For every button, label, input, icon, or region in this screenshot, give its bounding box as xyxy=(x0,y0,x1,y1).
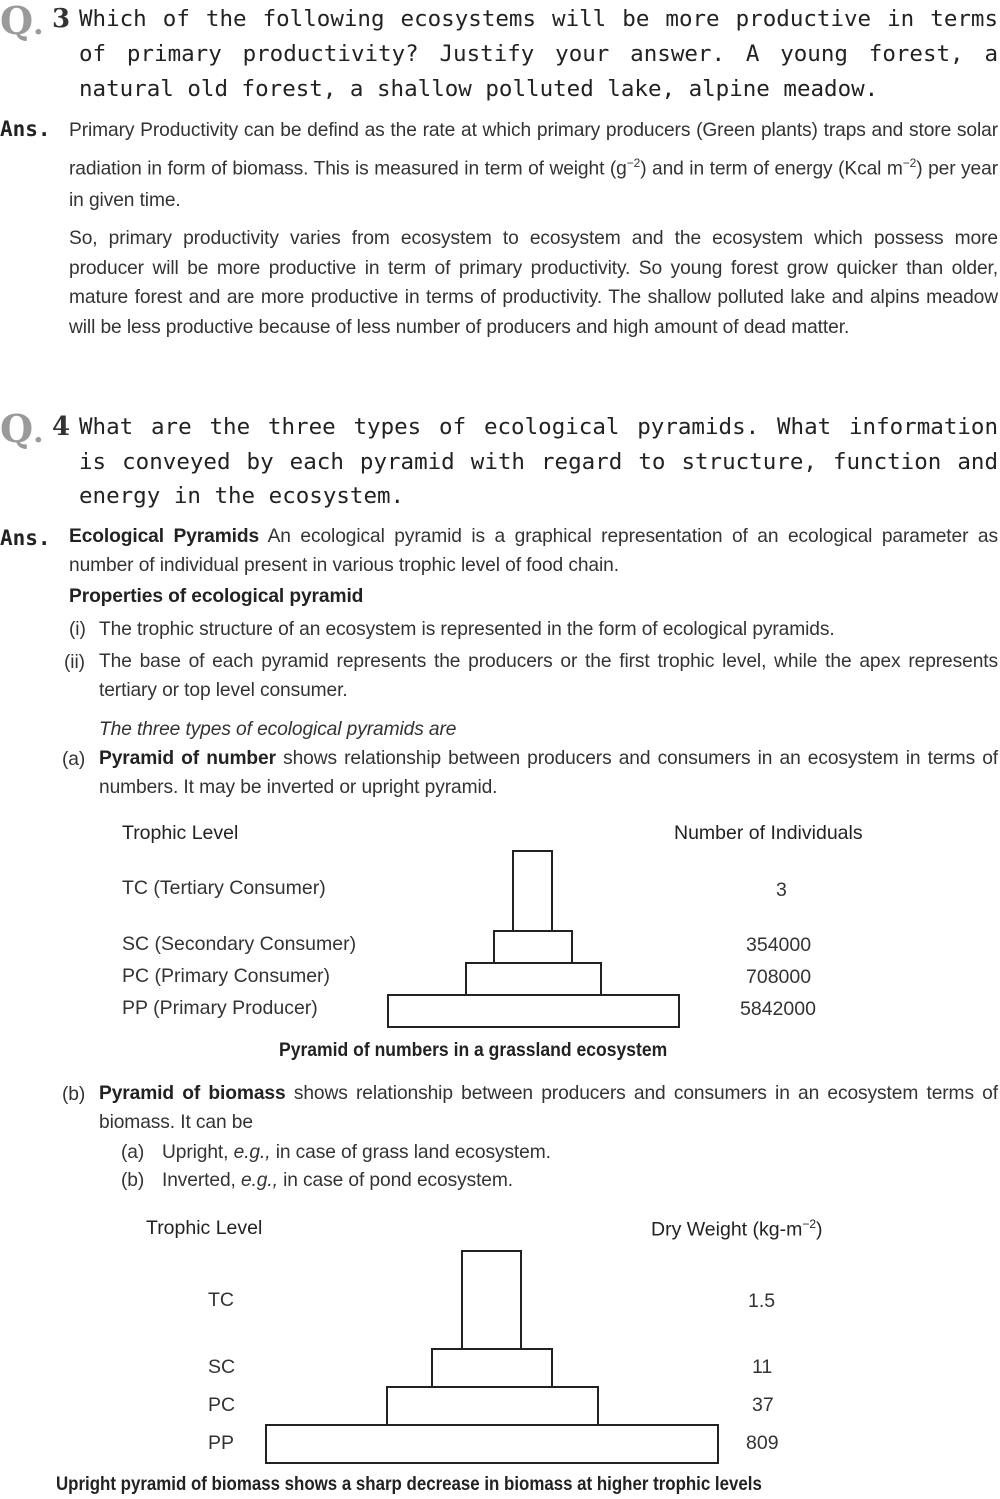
property-ii-marker: (ii) xyxy=(64,652,85,673)
q3-p1-part-a: Primary Productivity can be defind as the rate at which primary producers (Green plants) traps and store solar radiation in form of biomass. This is measured in term of weight (g xyxy=(69,120,998,180)
question-marker: Q xyxy=(0,406,34,451)
sub-item-b-part-1: Inverted, xyxy=(162,1170,241,1191)
pyramid-numbers-label-pc: PC (Primary Consumer) xyxy=(122,965,331,987)
dry-weight-label: Dry Weight (kg-m xyxy=(651,1218,803,1241)
pyramid-numbers-bar-sc xyxy=(493,930,573,964)
ecological-pyramids-term: Ecological Pyramids xyxy=(69,526,260,547)
q3-p1-sup-2: −2 xyxy=(902,156,917,170)
pyramid-biomass-value-pc: 37 xyxy=(752,1394,774,1416)
item-a-marker: (a) xyxy=(62,749,86,770)
sub-item-a-eg: e.g., xyxy=(233,1142,271,1163)
pyramid-biomass-bar-pc xyxy=(386,1386,599,1426)
pyramid-biomass-value-tc: 1.5 xyxy=(748,1290,776,1312)
q3-p1-part-c: ) per year in given time. xyxy=(69,158,998,212)
pyramid-numbers-caption: Pyramid of numbers in a grassland ecosystem xyxy=(279,1039,668,1061)
pyramid-numbers-label-tc: TC (Tertiary Consumer) xyxy=(122,877,326,899)
pyramid-of-number-desc: shows relationship between producers and consumers in an ecosystem in terms of numbers. It may be inverted or upright pyramid. xyxy=(99,748,998,798)
pyramid-numbers-value-tc: 3 xyxy=(776,879,787,901)
q4-intro xyxy=(69,523,998,580)
pyramid-biomass-label-pc: PC xyxy=(208,1394,236,1416)
question-number: 3 xyxy=(52,4,71,34)
q3-answer-label: Ans. xyxy=(0,117,51,141)
property-i-marker: (i) xyxy=(69,619,86,640)
q4-answer-label: Ans. xyxy=(0,526,51,550)
pyramid-numbers-bar-tc xyxy=(512,850,553,932)
pyramid-numbers-bar-pp xyxy=(387,994,680,1028)
pyramid-biomass-bar-pp xyxy=(265,1424,719,1464)
sub-item-a-part-1: Upright, xyxy=(162,1142,234,1163)
pyramid-biomass-bar-tc xyxy=(461,1250,522,1350)
pyramid-of-number-term: Pyramid of number xyxy=(99,748,276,769)
q3-answer-para-1 xyxy=(69,115,998,217)
pyramid-biomass-caption: Upright pyramid of biomass shows a sharp decrease in biomass at higher trophic levels xyxy=(56,1473,762,1495)
item-b-text xyxy=(99,1080,998,1137)
sub-item-b-marker: (b) xyxy=(121,1170,145,1191)
pyramid-numbers-bar-pc xyxy=(465,962,602,996)
pyramid-biomass-value-sc: 11 xyxy=(752,1356,773,1378)
pyramid-biomass-col-right xyxy=(651,1217,823,1242)
property-i-text: The trophic structure of an ecosystem is represented in the form of ecological pyramids. xyxy=(99,619,835,640)
pyramid-of-biomass-term: Pyramid of biomass xyxy=(99,1083,286,1104)
pyramid-biomass-label-pp: PP xyxy=(208,1432,235,1454)
property-ii-text: The base of each pyramid represents the producers or the first trophic level, while the apex represents tertiary or top level consumer. xyxy=(99,651,998,701)
pyramid-numbers-label-pp: PP (Primary Producer) xyxy=(122,997,318,1019)
intro-text: An ecological pyramid is a graphical representation of an ecological parameter as number of individual present in various trophic level of food chain. xyxy=(69,526,998,576)
sub-item-b-part-2: in case of pond ecosystem. xyxy=(277,1170,513,1191)
q4-heading xyxy=(0,406,80,451)
properties-heading: Properties of ecological pyramid xyxy=(69,586,364,607)
pyramid-numbers-col-left: Trophic Level xyxy=(122,822,239,844)
pyramid-of-biomass-desc: shows relationship between producers and consumers in an ecosystem terms of biomass. It can be xyxy=(99,1083,998,1133)
item-a-text xyxy=(99,745,998,802)
pyramid-biomass-bar-sc xyxy=(431,1348,553,1388)
pyramid-biomass-label-sc: SC xyxy=(208,1356,236,1378)
sub-item-a-part-2: in case of grass land ecosystem. xyxy=(270,1142,551,1163)
q3-answer-para-2: So, primary productivity varies from ecosystem to ecosystem and the ecosystem which possess more producer will be more productive in term of primary productivity. So young forest grow quicker than older, mature forest and are more productive in terms of productivity. The shallow polluted lake and alpins meadow will be less productive because of less number of producers and high amount of dead matter. xyxy=(69,228,998,338)
pyramid-numbers-value-sc: 354000 xyxy=(746,934,812,956)
dry-weight-sup: −2 xyxy=(802,1217,817,1231)
pyramid-numbers-label-sc: SC (Secondary Consumer) xyxy=(122,933,357,955)
sub-item-b-eg: e.g., xyxy=(241,1170,278,1191)
pyramid-biomass-col-left: Trophic Level xyxy=(146,1217,263,1239)
question-dot: . xyxy=(33,415,44,450)
types-intro: The three types of ecological pyramids are xyxy=(99,719,457,740)
q4-question-text: What are the three types of ecological pyramids. What information is conveyed by each pyramid with regard to structure, function and energy in the ecosystem. xyxy=(79,414,998,509)
question-marker: Q xyxy=(0,0,34,43)
question-dot: . xyxy=(33,7,44,42)
sub-item-b-text xyxy=(162,1166,513,1196)
pyramid-biomass-label-tc: TC xyxy=(208,1289,234,1311)
question-number: 4 xyxy=(52,412,71,442)
pyramid-biomass-value-pp: 809 xyxy=(746,1432,779,1454)
sub-item-a-marker: (a) xyxy=(121,1142,145,1163)
sub-item-a-text xyxy=(162,1138,551,1168)
q3-question-text: Which of the following ecosystems will be more productive in terms of primary productivity? Justify your answer. A young forest, a natural old forest, a shallow polluted lake, alpine meadow. xyxy=(79,6,998,102)
q3-p1-part-b: ) and in term of energy (Kcal m xyxy=(640,158,903,180)
pyramid-numbers-value-pp: 5842000 xyxy=(740,998,816,1020)
q3-heading xyxy=(0,2,80,42)
q3-p1-sup-1: −2 xyxy=(626,156,641,170)
dry-weight-close: ) xyxy=(816,1218,823,1241)
pyramid-numbers-col-right: Number of Individuals xyxy=(674,822,863,844)
pyramid-numbers-value-pc: 708000 xyxy=(746,966,812,988)
item-b-marker: (b) xyxy=(62,1084,86,1105)
